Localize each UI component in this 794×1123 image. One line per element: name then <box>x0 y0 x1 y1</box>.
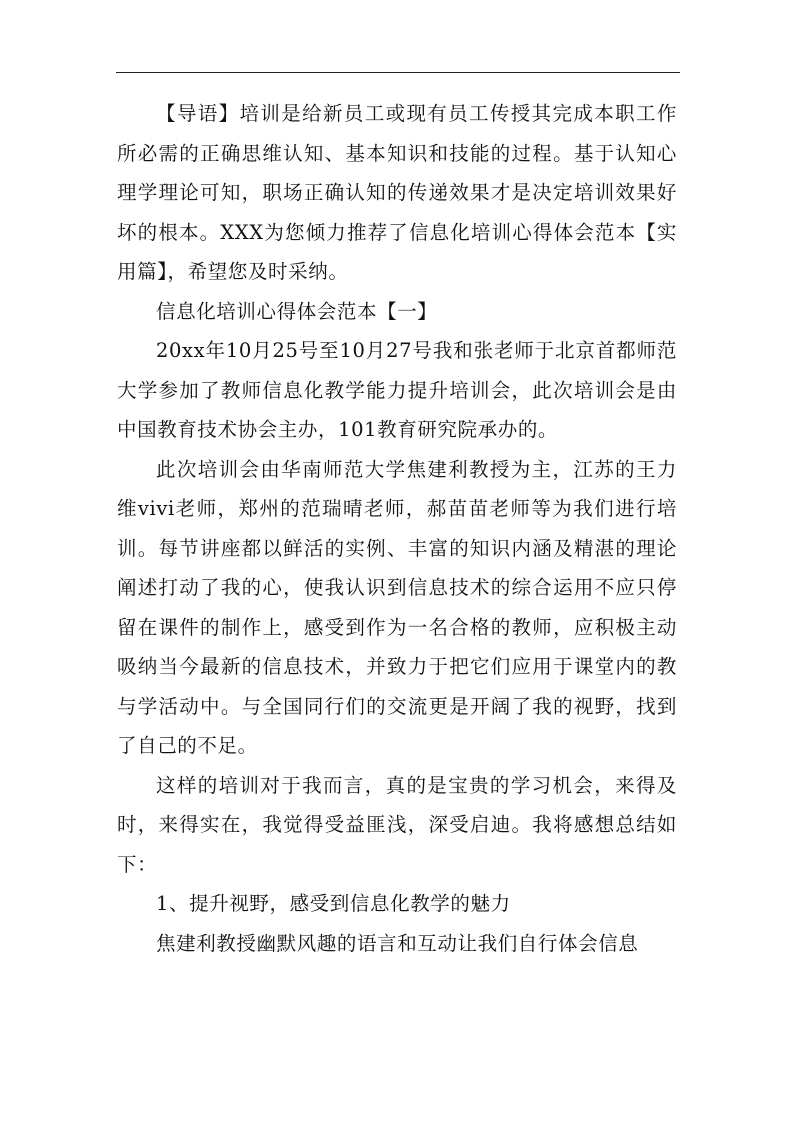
body-paragraph: 20xx年10月25号至10月27号我和张老师于北京首都师范大学参加了教师信息化教学能力提升培训会，此次培训会是由中国教育技术协会主办，101教育研究院承办的。 <box>117 339 677 441</box>
subsection-heading: 1、提升视野，感受到信息化教学的魅力 <box>156 892 511 915</box>
body-paragraph: 此次培训会由华南师范大学焦建利教授为主，江苏的王力维vivi老师，郑州的范瑞晴老师，郝苗苗老师等为我们进行培训。每节讲座都以鲜活的实例、丰富的知识内涵及精湛的理论阐述打动了我的心，使我认识到信息技术的综合运用不应只停留在课件的制作上，感受到作为一名合格的教师，应积极主动吸纳当今最新的信息技术，并致力于把它们应用于课堂内的教与学活动中。与全国同行们的交流更是开阔了我的视野，找到了自己的不足。 <box>117 457 677 757</box>
section-heading: 信息化培训心得体会范本【一】 <box>156 299 438 323</box>
intro-paragraph: 【导语】培训是给新员工或现有员工传授其完成本职工作所必需的正确思维认知、基本知识和技能的过程。基于认知心理学理论可知，职场正确认知的传递效果才是决定培训效果好坏的根本。XXX为您倾力推荐了信息化培训心得体会范本【实用篇】，希望您及时采纳。 <box>117 102 677 283</box>
document-body <box>117 94 677 963</box>
body-paragraph: 这样的培训对于我而言，真的是宝贵的学习机会，来得及时，来得实在，我觉得受益匪浅，深受启迪。我将感想总结如下： <box>117 773 677 876</box>
header-rule <box>116 72 680 73</box>
body-paragraph: 焦建利教授幽默风趣的语言和互动让我们自行体会信息 <box>156 931 639 955</box>
